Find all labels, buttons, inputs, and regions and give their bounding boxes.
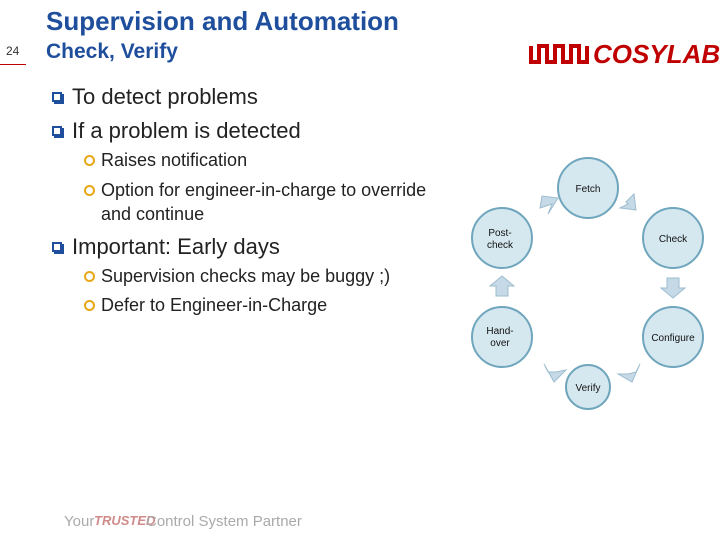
page-number-rule bbox=[0, 64, 26, 65]
sub-bullet-buggy-checks: Supervision checks may be buggy ;) bbox=[84, 266, 390, 287]
sub-bullet-override-option: Option for engineer-in-charge to override bbox=[84, 180, 426, 201]
circle-bullet-icon bbox=[84, 185, 95, 196]
sub-bullet-override-option-cont: and continue bbox=[101, 204, 205, 224]
label-postcheck-1: Post- bbox=[488, 228, 512, 239]
label-check: Check bbox=[658, 234, 688, 245]
sub-bullet-raises-notification: Raises notification bbox=[84, 150, 247, 171]
logo-wordmark: COSYLAB bbox=[593, 39, 720, 69]
label-postcheck-2: check bbox=[486, 240, 514, 251]
square-bullet-icon bbox=[52, 92, 62, 102]
arrow-handover-postcheck-icon bbox=[490, 276, 514, 296]
label-handover-1: Hand- bbox=[486, 326, 514, 337]
circle-bullet-icon bbox=[84, 271, 95, 282]
slide-title: Supervision and Automation bbox=[46, 6, 399, 36]
arrow-configure-verify-icon bbox=[618, 364, 640, 382]
circle-bullet-icon bbox=[84, 300, 95, 311]
tagline-trusted: TRUSTED bbox=[94, 513, 156, 528]
arrow-postcheck-fetch-icon bbox=[540, 196, 558, 214]
tagline-rest: Control System Partner bbox=[146, 513, 302, 530]
arrow-fetch-check-icon bbox=[620, 194, 636, 210]
label-configure: Configure bbox=[651, 333, 695, 344]
bullet-problem-detected: If a problem is detected bbox=[52, 118, 301, 144]
process-cycle-diagram bbox=[460, 150, 720, 410]
footer-tagline bbox=[64, 508, 302, 532]
sub-bullet-defer-eic: Defer to Engineer-in-Charge bbox=[84, 295, 327, 316]
slide-subtitle: Check, Verify bbox=[46, 40, 178, 63]
page-number: 24 bbox=[6, 44, 20, 58]
cosylab-logo bbox=[529, 36, 720, 70]
label-verify: Verify bbox=[575, 383, 601, 394]
arrow-check-configure-icon bbox=[661, 278, 685, 298]
circle-bullet-icon bbox=[84, 155, 95, 166]
square-bullet-icon bbox=[52, 242, 62, 252]
arrow-verify-handover-icon bbox=[544, 364, 566, 382]
bullet-early-days: Important: Early days bbox=[52, 234, 280, 260]
node-handover bbox=[472, 307, 532, 367]
bullet-detect-problems: To detect problems bbox=[52, 84, 258, 110]
logo-pulse-icon bbox=[531, 46, 587, 62]
tagline-your: Your bbox=[64, 513, 95, 530]
label-fetch: Fetch bbox=[575, 184, 601, 195]
label-handover-2: over bbox=[490, 338, 510, 349]
square-bullet-icon bbox=[52, 126, 62, 136]
